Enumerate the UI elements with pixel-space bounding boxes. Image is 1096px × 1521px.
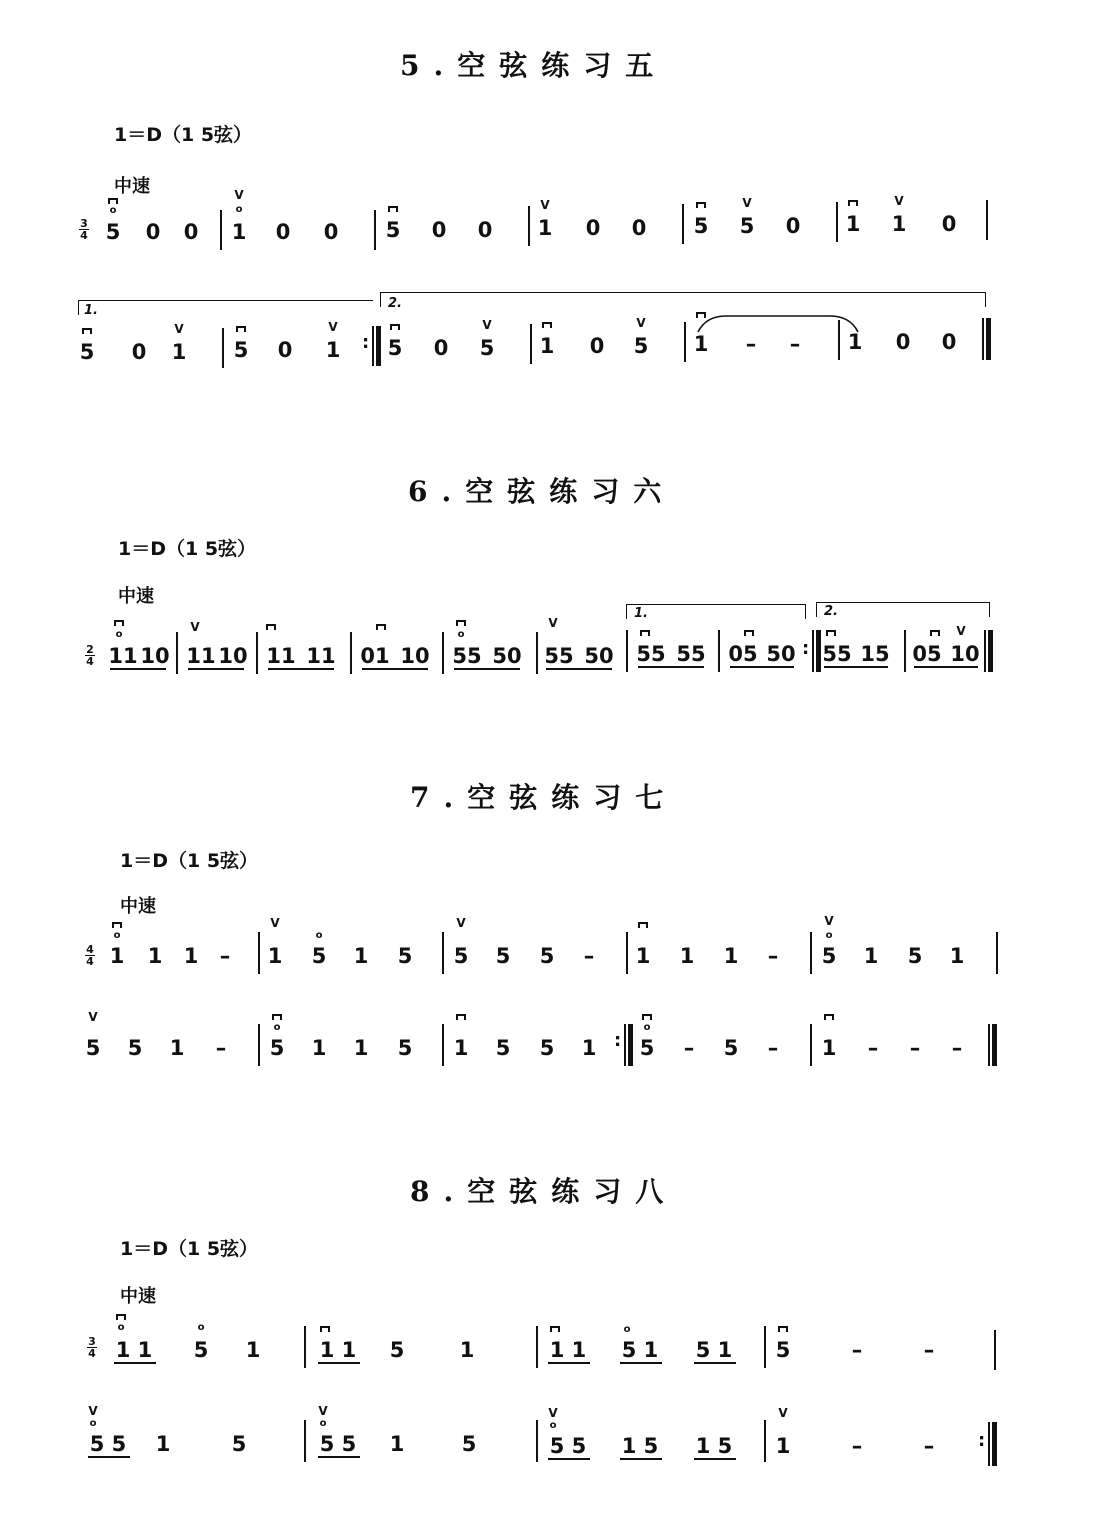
barline bbox=[442, 932, 444, 974]
tempo-marking: 中速 bbox=[120, 896, 156, 917]
note: 11 bbox=[186, 644, 216, 668]
note: 1 bbox=[171, 340, 187, 364]
note: 5 1 bbox=[695, 1338, 733, 1362]
note: 5 bbox=[539, 1036, 555, 1060]
repeat-dots: : bbox=[614, 1030, 622, 1051]
note: 0 bbox=[785, 214, 801, 238]
note: 5 5 bbox=[319, 1432, 357, 1456]
up-bow-icon: V bbox=[88, 1010, 98, 1024]
note: 10 bbox=[140, 644, 170, 668]
beam-underline bbox=[110, 668, 166, 670]
beam-underline bbox=[620, 1458, 662, 1460]
barline bbox=[536, 1420, 538, 1462]
note: 5 bbox=[193, 1338, 209, 1362]
harmonic-circle-icon: o bbox=[235, 204, 243, 215]
note: 0 bbox=[275, 220, 291, 244]
barline bbox=[810, 1024, 812, 1066]
down-bow-icon bbox=[638, 922, 648, 928]
note: 11 bbox=[306, 644, 336, 668]
note: 55 bbox=[544, 644, 574, 668]
up-bow-icon: V bbox=[88, 1404, 98, 1418]
note: 55 bbox=[452, 644, 482, 668]
barline-thick bbox=[988, 630, 993, 672]
beam-underline bbox=[694, 1362, 736, 1364]
barline bbox=[530, 324, 532, 364]
time-signature: 2 4 bbox=[86, 643, 94, 668]
note: 5 bbox=[387, 336, 403, 360]
barline bbox=[718, 630, 720, 672]
barline bbox=[988, 1422, 990, 1466]
down-bow-icon bbox=[744, 630, 754, 636]
note: 1 bbox=[679, 944, 695, 968]
barline bbox=[442, 632, 444, 674]
note: 0 bbox=[941, 330, 957, 354]
up-bow-icon: V bbox=[894, 194, 904, 208]
note: 1 bbox=[109, 944, 125, 968]
beam-underline bbox=[730, 666, 794, 668]
note: 1 bbox=[863, 944, 879, 968]
down-bow-icon bbox=[272, 1014, 282, 1020]
beam-underline bbox=[548, 1458, 590, 1460]
note: 1 bbox=[155, 1432, 171, 1456]
harmonic-circle-icon: o bbox=[549, 1420, 557, 1431]
beam-underline bbox=[694, 1458, 736, 1460]
barline bbox=[988, 1024, 990, 1066]
volta-bracket-2 bbox=[380, 292, 986, 307]
barline bbox=[994, 1330, 996, 1370]
note: 5 bbox=[269, 1036, 285, 1060]
note: 5 bbox=[633, 334, 649, 358]
note: 1 bbox=[537, 216, 553, 240]
note: 5 bbox=[389, 1338, 405, 1362]
down-bow-icon bbox=[696, 202, 706, 208]
down-bow-icon bbox=[114, 620, 124, 626]
note: 55 bbox=[676, 642, 706, 666]
beam-underline bbox=[188, 668, 244, 670]
down-bow-icon bbox=[642, 1014, 652, 1020]
note: 0 bbox=[431, 218, 447, 242]
note: 1 bbox=[245, 1338, 261, 1362]
beam-underline bbox=[318, 1456, 360, 1458]
barline bbox=[904, 630, 906, 672]
note: 55 bbox=[636, 642, 666, 666]
barline-thick bbox=[816, 630, 821, 672]
up-bow-icon: V bbox=[328, 320, 338, 334]
note: 1 bbox=[325, 338, 341, 362]
note: 5 bbox=[495, 944, 511, 968]
barline-thick bbox=[628, 1024, 633, 1066]
note: 5 bbox=[907, 944, 923, 968]
down-bow-icon bbox=[456, 1014, 466, 1020]
note: 55 bbox=[822, 642, 852, 666]
note: 05 bbox=[728, 642, 758, 666]
note: 01 bbox=[360, 644, 390, 668]
harmonic-circle-icon: o bbox=[89, 1418, 97, 1429]
note: 1 bbox=[169, 1036, 185, 1060]
barline bbox=[372, 326, 374, 366]
note: 1 bbox=[231, 220, 247, 244]
note: 1 bbox=[267, 944, 283, 968]
down-bow-icon bbox=[930, 630, 940, 636]
note: 1 bbox=[459, 1338, 475, 1362]
note: 5 bbox=[397, 1036, 413, 1060]
barline bbox=[764, 1326, 766, 1368]
note: 1 1 bbox=[319, 1338, 357, 1362]
note: 5 bbox=[693, 214, 709, 238]
note: – bbox=[923, 1434, 935, 1458]
beam-underline bbox=[114, 1362, 156, 1364]
note: – bbox=[583, 944, 595, 968]
note: 0 bbox=[477, 218, 493, 242]
up-bow-icon: V bbox=[456, 916, 466, 930]
note: 5 bbox=[453, 944, 469, 968]
barline bbox=[836, 202, 838, 242]
note: 1 bbox=[693, 332, 709, 356]
down-bow-icon bbox=[542, 322, 552, 328]
barline bbox=[996, 932, 998, 974]
down-bow-icon bbox=[824, 1014, 834, 1020]
volta-label: 1. bbox=[634, 606, 648, 621]
key-signature: 1＝D（1 5弦） bbox=[120, 850, 259, 872]
up-bow-icon: V bbox=[824, 914, 834, 928]
down-bow-icon bbox=[696, 312, 706, 318]
beam-underline bbox=[824, 666, 888, 668]
barline bbox=[220, 210, 222, 250]
time-signature: 4 4 bbox=[86, 943, 94, 968]
repeat-dots: : bbox=[978, 1430, 986, 1451]
note: – bbox=[767, 1036, 779, 1060]
beam-underline bbox=[88, 1456, 130, 1458]
note: 0 bbox=[589, 334, 605, 358]
down-bow-icon bbox=[236, 326, 246, 332]
note: 1 5 bbox=[621, 1434, 659, 1458]
note: 1 bbox=[845, 212, 861, 236]
note: 5 bbox=[385, 218, 401, 242]
harmonic-circle-icon: o bbox=[319, 1418, 327, 1429]
note: 1 bbox=[453, 1036, 469, 1060]
down-bow-icon bbox=[388, 206, 398, 212]
note: 5 bbox=[539, 944, 555, 968]
note: 1 bbox=[539, 334, 555, 358]
note: – bbox=[745, 332, 757, 356]
down-bow-icon bbox=[376, 624, 386, 630]
note: – bbox=[219, 944, 231, 968]
note: 1 bbox=[891, 212, 907, 236]
note: – bbox=[867, 1036, 879, 1060]
down-bow-icon bbox=[108, 198, 118, 204]
note: 11 bbox=[266, 644, 296, 668]
up-bow-icon: V bbox=[270, 916, 280, 930]
down-bow-icon bbox=[112, 922, 122, 928]
down-bow-icon bbox=[82, 328, 92, 334]
note: 5 bbox=[127, 1036, 143, 1060]
barline bbox=[984, 630, 986, 672]
note: 5 bbox=[821, 944, 837, 968]
section-title: 7.空弦练习七 bbox=[410, 781, 678, 814]
barline bbox=[258, 932, 260, 974]
beam-underline bbox=[362, 668, 428, 670]
barline-thick bbox=[376, 326, 381, 366]
note: 5 bbox=[85, 1036, 101, 1060]
note: 5 1 bbox=[621, 1338, 659, 1362]
note: 1 bbox=[353, 1036, 369, 1060]
note: 1 bbox=[723, 944, 739, 968]
note: 0 bbox=[631, 216, 647, 240]
key-signature: 1＝D（1 5弦） bbox=[120, 1238, 259, 1260]
note: 5 bbox=[723, 1036, 739, 1060]
down-bow-icon bbox=[848, 200, 858, 206]
note: 1 bbox=[183, 944, 199, 968]
note: 5 bbox=[79, 340, 95, 364]
tempo-marking: 中速 bbox=[120, 1286, 156, 1307]
up-bow-icon: V bbox=[234, 188, 244, 202]
beam-underline bbox=[548, 1362, 590, 1364]
note: – bbox=[909, 1036, 921, 1060]
note: 5 bbox=[397, 944, 413, 968]
note: 1 bbox=[353, 944, 369, 968]
up-bow-icon: V bbox=[190, 620, 200, 634]
repeat-dots: : bbox=[802, 638, 810, 659]
section-title: 6.空弦练习六 bbox=[408, 475, 676, 508]
note: 0 bbox=[323, 220, 339, 244]
barline bbox=[304, 1326, 306, 1368]
note: 1 bbox=[949, 944, 965, 968]
note: 50 bbox=[766, 642, 796, 666]
barline bbox=[536, 632, 538, 674]
note: 1 bbox=[847, 330, 863, 354]
barline bbox=[222, 328, 224, 368]
note: 0 bbox=[585, 216, 601, 240]
note: 1 1 bbox=[549, 1338, 587, 1362]
down-bow-icon bbox=[266, 624, 276, 630]
beam-underline bbox=[546, 668, 612, 670]
note: – bbox=[851, 1434, 863, 1458]
note: 0 bbox=[433, 336, 449, 360]
volta-label: 2. bbox=[388, 296, 402, 311]
up-bow-icon: V bbox=[318, 1404, 328, 1418]
barline bbox=[626, 630, 628, 672]
note: 11 bbox=[108, 644, 138, 668]
note: 5 bbox=[479, 336, 495, 360]
note: – bbox=[683, 1036, 695, 1060]
barline bbox=[764, 1420, 766, 1462]
volta-bracket-2 bbox=[816, 602, 990, 617]
note: – bbox=[951, 1036, 963, 1060]
down-bow-icon bbox=[826, 630, 836, 636]
note: 5 bbox=[639, 1036, 655, 1060]
note: 10 bbox=[400, 644, 430, 668]
up-bow-icon: V bbox=[636, 316, 646, 330]
down-bow-icon bbox=[456, 620, 466, 626]
up-bow-icon: V bbox=[548, 616, 558, 630]
beam-underline bbox=[318, 1362, 360, 1364]
note: 0 bbox=[145, 220, 161, 244]
up-bow-icon: V bbox=[482, 318, 492, 332]
note: 0 bbox=[277, 338, 293, 362]
barline bbox=[374, 210, 376, 250]
repeat-dots: : bbox=[362, 332, 370, 353]
note: – bbox=[789, 332, 801, 356]
time-signature: 3 4 bbox=[88, 1335, 96, 1360]
barline-thick bbox=[992, 1024, 997, 1066]
barline bbox=[536, 1326, 538, 1368]
note: 50 bbox=[492, 644, 522, 668]
beam-underline bbox=[620, 1362, 662, 1364]
harmonic-circle-icon: o bbox=[643, 1022, 651, 1033]
harmonic-circle-icon: o bbox=[825, 930, 833, 941]
key-signature: 1＝D（1 5弦） bbox=[114, 124, 253, 146]
note: 0 bbox=[131, 340, 147, 364]
note: 10 bbox=[218, 644, 248, 668]
section-title: 5.空弦练习五 bbox=[400, 49, 668, 82]
barline bbox=[986, 200, 988, 240]
barline bbox=[624, 1024, 626, 1066]
note: 10 bbox=[950, 642, 980, 666]
barline bbox=[810, 932, 812, 974]
barline bbox=[528, 206, 530, 246]
down-bow-icon bbox=[390, 324, 400, 330]
harmonic-circle-icon: o bbox=[113, 930, 121, 941]
note: 1 bbox=[635, 944, 651, 968]
note: 0 bbox=[895, 330, 911, 354]
beam-underline bbox=[454, 668, 520, 670]
up-bow-icon: V bbox=[174, 322, 184, 336]
note: 5 bbox=[311, 944, 327, 968]
volta-bracket-1 bbox=[78, 300, 373, 315]
harmonic-circle-icon: o bbox=[457, 629, 465, 640]
note: 1 bbox=[311, 1036, 327, 1060]
up-bow-icon: V bbox=[956, 624, 966, 638]
note: 50 bbox=[584, 644, 614, 668]
note: 1 bbox=[581, 1036, 597, 1060]
note: – bbox=[851, 1338, 863, 1362]
barline bbox=[304, 1420, 306, 1462]
up-bow-icon: V bbox=[742, 196, 752, 210]
beam-underline bbox=[914, 666, 978, 668]
down-bow-icon bbox=[778, 1326, 788, 1332]
down-bow-icon bbox=[550, 1326, 560, 1332]
barline bbox=[350, 632, 352, 674]
beam-underline bbox=[638, 666, 704, 668]
down-bow-icon bbox=[640, 630, 650, 636]
note: 05 bbox=[912, 642, 942, 666]
harmonic-circle-icon: o bbox=[315, 930, 323, 941]
tempo-marking: 中速 bbox=[114, 176, 150, 197]
note: 5 bbox=[233, 338, 249, 362]
harmonic-circle-icon: o bbox=[109, 205, 117, 216]
key-signature: 1＝D（1 5弦） bbox=[118, 538, 257, 560]
barline bbox=[256, 632, 258, 674]
note: – bbox=[923, 1338, 935, 1362]
note: 5 5 bbox=[549, 1434, 587, 1458]
time-signature: 3 4 bbox=[80, 217, 88, 242]
note: 5 bbox=[775, 1338, 791, 1362]
harmonic-circle-icon: o bbox=[623, 1324, 631, 1335]
note: 15 bbox=[860, 642, 890, 666]
down-bow-icon bbox=[116, 1314, 126, 1320]
barline bbox=[626, 932, 628, 974]
tie-arc bbox=[696, 314, 860, 334]
note: 5 bbox=[739, 214, 755, 238]
note: – bbox=[215, 1036, 227, 1060]
note: 1 5 bbox=[695, 1434, 733, 1458]
beam-underline bbox=[268, 668, 334, 670]
barline-thick bbox=[992, 1422, 997, 1466]
harmonic-circle-icon: o bbox=[273, 1022, 281, 1033]
section-title: 8.空弦练习八 bbox=[410, 1175, 678, 1208]
barline bbox=[982, 318, 984, 360]
barline bbox=[684, 322, 686, 362]
tempo-marking: 中速 bbox=[118, 586, 154, 607]
barline bbox=[812, 630, 814, 672]
note: 5 bbox=[231, 1432, 247, 1456]
note: 1 bbox=[775, 1434, 791, 1458]
up-bow-icon: V bbox=[548, 1406, 558, 1420]
note: 1 1 bbox=[115, 1338, 153, 1362]
volta-bracket-1 bbox=[626, 604, 806, 619]
up-bow-icon: V bbox=[540, 198, 550, 212]
note: 5 bbox=[105, 220, 121, 244]
note: 5 5 bbox=[89, 1432, 127, 1456]
note: – bbox=[767, 944, 779, 968]
barline bbox=[258, 1024, 260, 1066]
down-bow-icon bbox=[320, 1326, 330, 1332]
note: 5 bbox=[461, 1432, 477, 1456]
barline bbox=[442, 1024, 444, 1066]
harmonic-circle-icon: o bbox=[197, 1322, 205, 1333]
harmonic-circle-icon: o bbox=[115, 629, 123, 640]
note: 0 bbox=[941, 212, 957, 236]
volta-label: 1. bbox=[84, 303, 98, 318]
up-bow-icon: V bbox=[778, 1406, 788, 1420]
barline-thick bbox=[986, 318, 991, 360]
barline bbox=[682, 204, 684, 244]
note: 0 bbox=[183, 220, 199, 244]
note: 5 bbox=[495, 1036, 511, 1060]
barline bbox=[176, 632, 178, 674]
note: 1 bbox=[389, 1432, 405, 1456]
note: 1 bbox=[147, 944, 163, 968]
volta-label: 2. bbox=[824, 604, 838, 619]
harmonic-circle-icon: o bbox=[117, 1322, 125, 1333]
note: 1 bbox=[821, 1036, 837, 1060]
